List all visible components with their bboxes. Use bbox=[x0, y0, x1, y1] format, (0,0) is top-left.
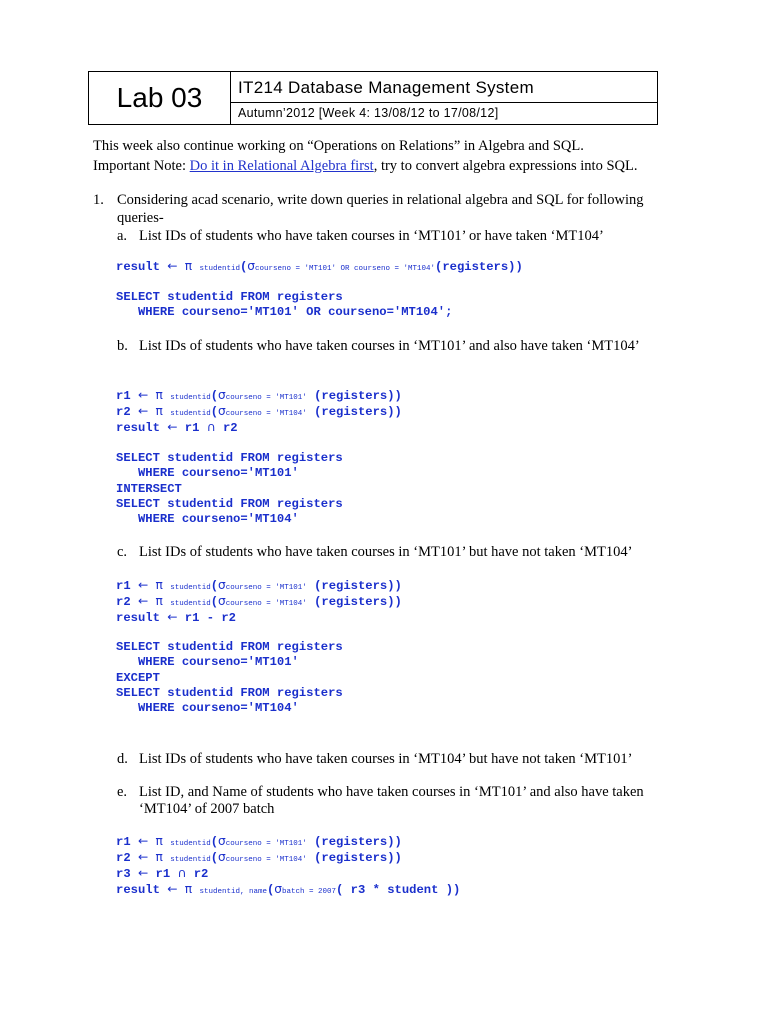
qe-algebra-result: result ← π studentid, name(σbatch = 2007( r3 * student )) bbox=[116, 882, 461, 897]
pi-icon: π bbox=[155, 388, 163, 402]
qc-text: List IDs of students who have taken courses in ‘MT101’ but have not taken ‘MT104’ bbox=[139, 544, 633, 560]
qc-algebra-r1: r1 ← π studentid(σcourseno = 'MT101' (registers)) bbox=[116, 578, 402, 593]
qb-sql-line-3: INTERSECT bbox=[116, 482, 182, 496]
arrow-icon: ← bbox=[137, 850, 149, 864]
pi-icon: π bbox=[184, 882, 193, 896]
intersection-icon: ∩ bbox=[206, 420, 216, 434]
pi-icon: π bbox=[155, 404, 163, 418]
arrow-icon: ← bbox=[167, 259, 178, 273]
qb-sql-line-4: SELECT studentid FROM registers bbox=[116, 497, 343, 511]
arrow-icon: ← bbox=[137, 834, 149, 848]
qe-algebra-r2: r2 ← π studentid(σcourseno = 'MT104' (registers)) bbox=[116, 850, 402, 865]
qc-sql-line-2: WHERE courseno='MT101' bbox=[116, 655, 299, 669]
sigma-icon: σ bbox=[218, 404, 226, 418]
important-note-rest: , try to convert algebra expressions into SQL. bbox=[373, 158, 638, 174]
sigma-icon: σ bbox=[218, 578, 226, 592]
important-note-label: Important Note: bbox=[93, 158, 190, 174]
qc-sql-line-5: WHERE courseno='MT104' bbox=[116, 701, 299, 715]
algebra-first-link[interactable]: Do it in Relational Algebra first bbox=[189, 158, 374, 174]
sigma-icon: σ bbox=[218, 594, 226, 608]
arrow-icon: ← bbox=[137, 578, 149, 592]
arrow-icon: ← bbox=[167, 882, 178, 896]
qc-algebra-result: result ← r1 - r2 bbox=[116, 610, 236, 625]
sigma-icon: σ bbox=[218, 850, 226, 864]
arrow-icon: ← bbox=[137, 866, 149, 880]
arrow-icon: ← bbox=[137, 404, 149, 418]
qe-text-line-2: ‘MT104’ of 2007 batch bbox=[139, 801, 275, 817]
qe-label: e. bbox=[117, 784, 128, 800]
sigma-icon: σ bbox=[218, 834, 226, 848]
qa-text: List IDs of students who have taken courses in ‘MT101’ or have taken ‘MT104’ bbox=[139, 228, 604, 244]
qb-sql-line-1: SELECT studentid FROM registers bbox=[116, 451, 343, 465]
term-week: Autumn’2012 [Week 4: 13/08/12 to 17/08/12] bbox=[238, 106, 499, 120]
q1-number: 1. bbox=[93, 192, 104, 208]
qe-algebra-r3: r3 ← r1 ∩ r2 bbox=[116, 866, 209, 881]
qa-sql-line-1: SELECT studentid FROM registers bbox=[116, 290, 343, 304]
pi-icon: π bbox=[155, 834, 163, 848]
qd-text: List IDs of students who have taken courses in ‘MT104’ but have not taken ‘MT101’ bbox=[139, 751, 633, 767]
qb-text: List IDs of students who have taken courses in ‘MT101’ and also have taken ‘MT104’ bbox=[139, 338, 640, 354]
pi-icon: π bbox=[155, 850, 163, 864]
qe-text-line-1: List ID, and Name of students who have taken courses in ‘MT101’ and also have taken bbox=[139, 784, 644, 800]
qc-sql-line-4: SELECT studentid FROM registers bbox=[116, 686, 343, 700]
qc-algebra-r2: r2 ← π studentid(σcourseno = 'MT104' (registers)) bbox=[116, 594, 402, 609]
intro-line-2 bbox=[93, 158, 637, 175]
q1-text-line-2: queries- bbox=[117, 210, 164, 226]
qb-algebra-r2: r2 ← π studentid(σcourseno = 'MT104' (registers)) bbox=[116, 404, 402, 419]
sigma-icon: σ bbox=[247, 259, 256, 273]
arrow-icon: ← bbox=[137, 594, 149, 608]
qa-sql-line-2: WHERE courseno='MT101' OR courseno='MT104'; bbox=[116, 305, 453, 319]
sigma-icon: σ bbox=[274, 882, 283, 896]
qe-algebra-r1: r1 ← π studentid(σcourseno = 'MT101' (registers)) bbox=[116, 834, 402, 849]
arrow-icon: ← bbox=[137, 388, 149, 402]
qc-sql-line-3: EXCEPT bbox=[116, 671, 160, 685]
qb-sql-line-5: WHERE courseno='MT104' bbox=[116, 512, 299, 526]
pi-icon: π bbox=[155, 594, 163, 608]
course-title: IT214 Database Management System bbox=[231, 72, 657, 103]
pi-icon: π bbox=[155, 578, 163, 592]
lab-number: Lab 03 bbox=[89, 72, 231, 124]
sigma-icon: σ bbox=[218, 388, 226, 402]
qa-algebra: result ← π studentid(σcourseno = 'MT101' OR courseno = 'MT104'(registers)) bbox=[116, 259, 523, 274]
arrow-icon: ← bbox=[167, 610, 178, 624]
q1-text-line-1: Considering acad scenario, write down queries in relational algebra and SQL for following bbox=[117, 192, 644, 208]
qa-label: a. bbox=[117, 228, 128, 244]
arrow-icon: ← bbox=[167, 420, 178, 434]
qc-label: c. bbox=[117, 544, 128, 560]
qd-label: d. bbox=[117, 751, 128, 767]
pi-icon: π bbox=[184, 259, 193, 273]
qb-algebra-result: result ← r1 ∩ r2 bbox=[116, 420, 238, 435]
intersection-icon: ∩ bbox=[177, 866, 187, 880]
qc-sql-line-1: SELECT studentid FROM registers bbox=[116, 640, 343, 654]
qb-algebra-r1: r1 ← π studentid(σcourseno = 'MT101' (registers)) bbox=[116, 388, 402, 403]
lab-header-box bbox=[88, 71, 658, 125]
qb-sql-line-2: WHERE courseno='MT101' bbox=[116, 466, 299, 480]
intro-line-1: This week also continue working on “Operations on Relations” in Algebra and SQL. bbox=[93, 138, 584, 154]
qb-label: b. bbox=[117, 338, 128, 354]
